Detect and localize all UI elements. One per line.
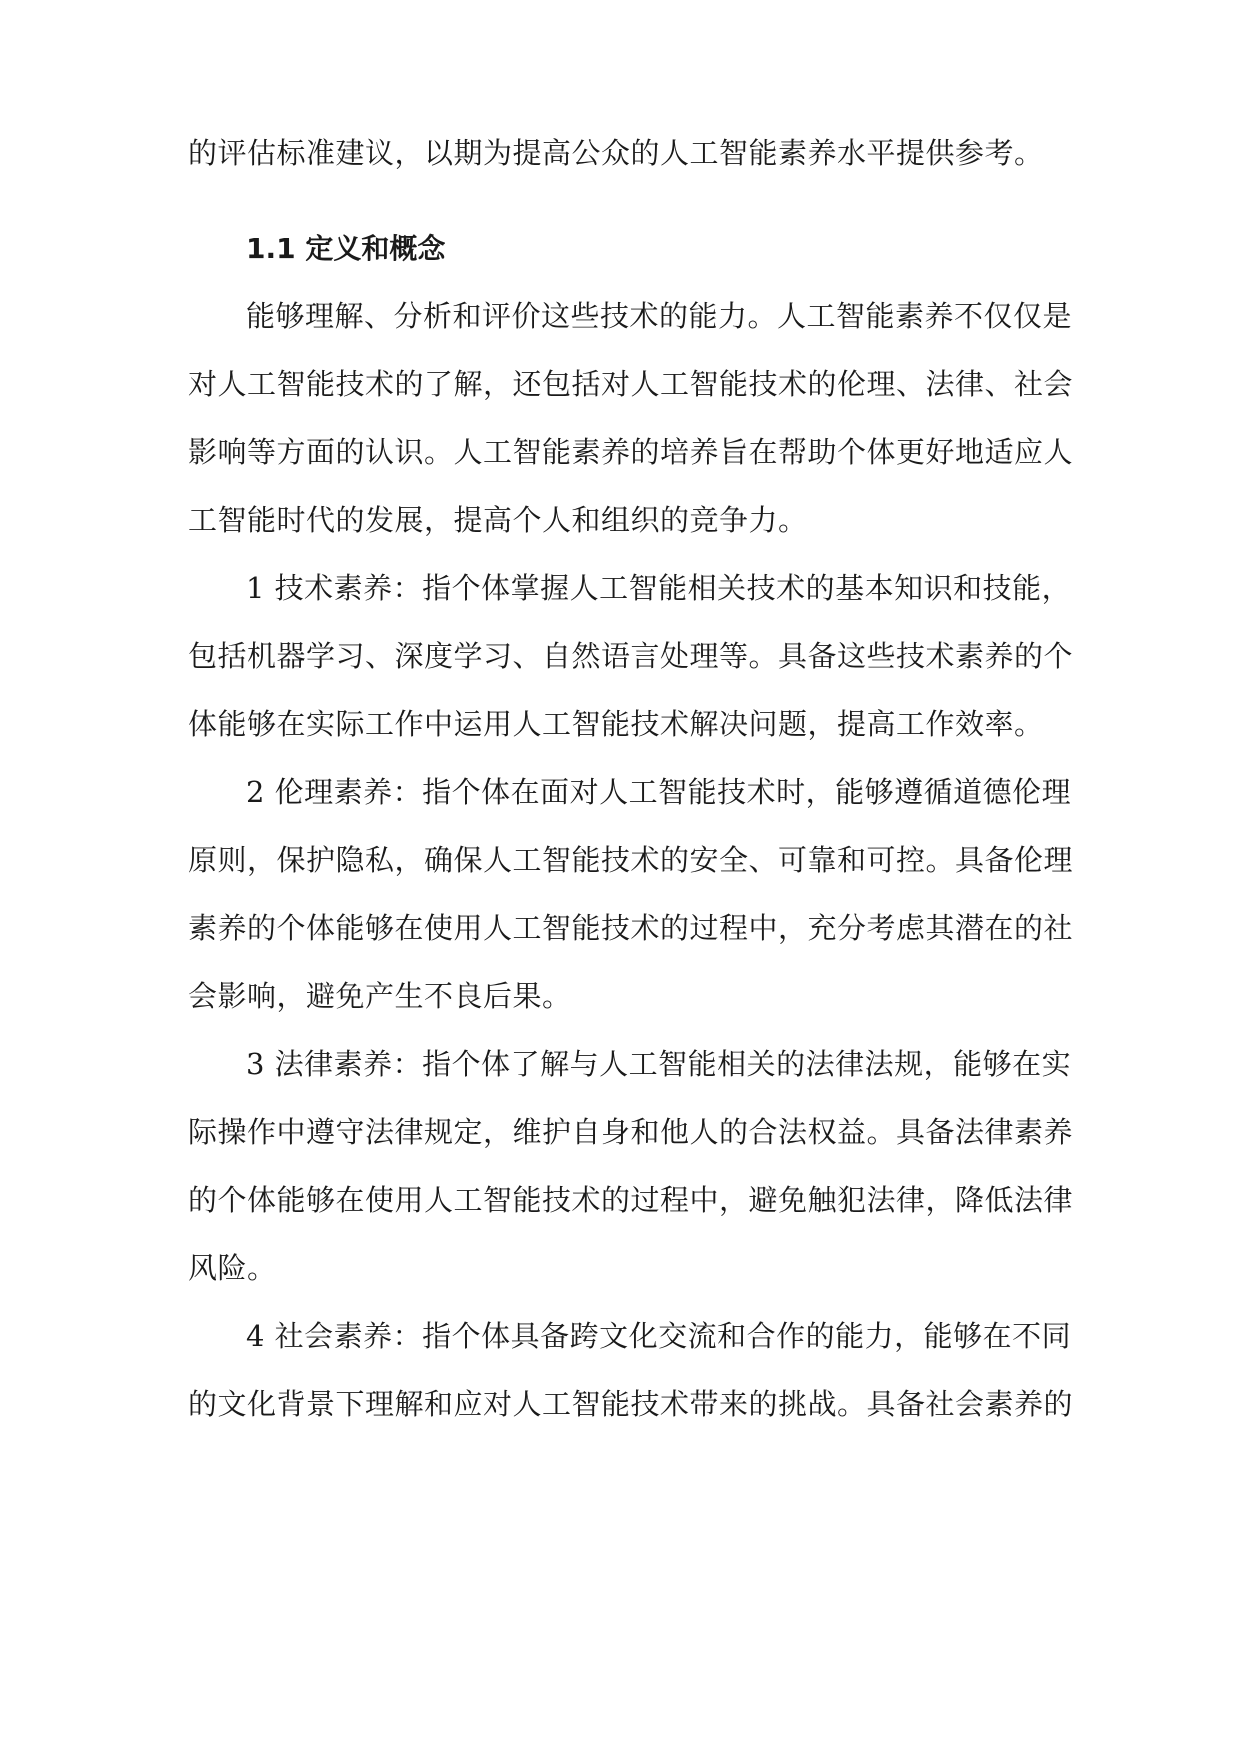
paragraph-line: 工智能时代的发展，提高个人和组织的竞争力。 xyxy=(188,503,808,537)
paragraph-line: 素养的个体能够在使用人工智能技术的过程中，充分考虑其潜在的社 xyxy=(188,911,1074,945)
section-heading: 1.1 定义和概念 xyxy=(246,232,446,265)
paragraph-line: 4 社会素养：指个体具备跨文化交流和合作的能力，能够在不同 xyxy=(246,1319,1072,1353)
paragraph-line: 1 技术素养：指个体掌握人工智能相关技术的基本知识和技能， xyxy=(246,571,1072,605)
paragraph-line: 能够理解、分析和评价这些技术的能力。人工智能素养不仅仅是 xyxy=(246,299,1073,333)
paragraph-line: 2 伦理素养：指个体在面对人工智能技术时，能够遵循道德伦理 xyxy=(246,775,1072,809)
paragraph-line: 对人工智能技术的了解，还包括对人工智能技术的伦理、法律、社会 xyxy=(188,367,1074,401)
intro-line: 的评估标准建议，以期为提高公众的人工智能素养水平提供参考。 xyxy=(188,136,1044,170)
paragraph-line: 会影响，避免产生不良后果。 xyxy=(188,979,572,1013)
paragraph-line: 的文化背景下理解和应对人工智能技术带来的挑战。具备社会素养的 xyxy=(188,1387,1074,1421)
paragraph-line: 体能够在实际工作中运用人工智能技术解决问题，提高工作效率。 xyxy=(188,707,1044,741)
paragraph-line: 包括机器学习、深度学习、自然语言处理等。具备这些技术素养的个 xyxy=(188,639,1074,673)
paragraph-line: 际操作中遵守法律规定，维护自身和他人的合法权益。具备法律素养 xyxy=(188,1115,1074,1149)
paragraph-line: 影响等方面的认识。人工智能素养的培养旨在帮助个体更好地适应人 xyxy=(188,435,1074,469)
paragraph-line: 风险。 xyxy=(188,1251,277,1285)
paragraph-line: 的个体能够在使用人工智能技术的过程中，避免触犯法律，降低法律 xyxy=(188,1183,1074,1217)
paragraph-line: 3 法律素养：指个体了解与人工智能相关的法律法规，能够在实 xyxy=(246,1047,1072,1081)
paragraph-line: 原则，保护隐私，确保人工智能技术的安全、可靠和可控。具备伦理 xyxy=(188,843,1074,877)
